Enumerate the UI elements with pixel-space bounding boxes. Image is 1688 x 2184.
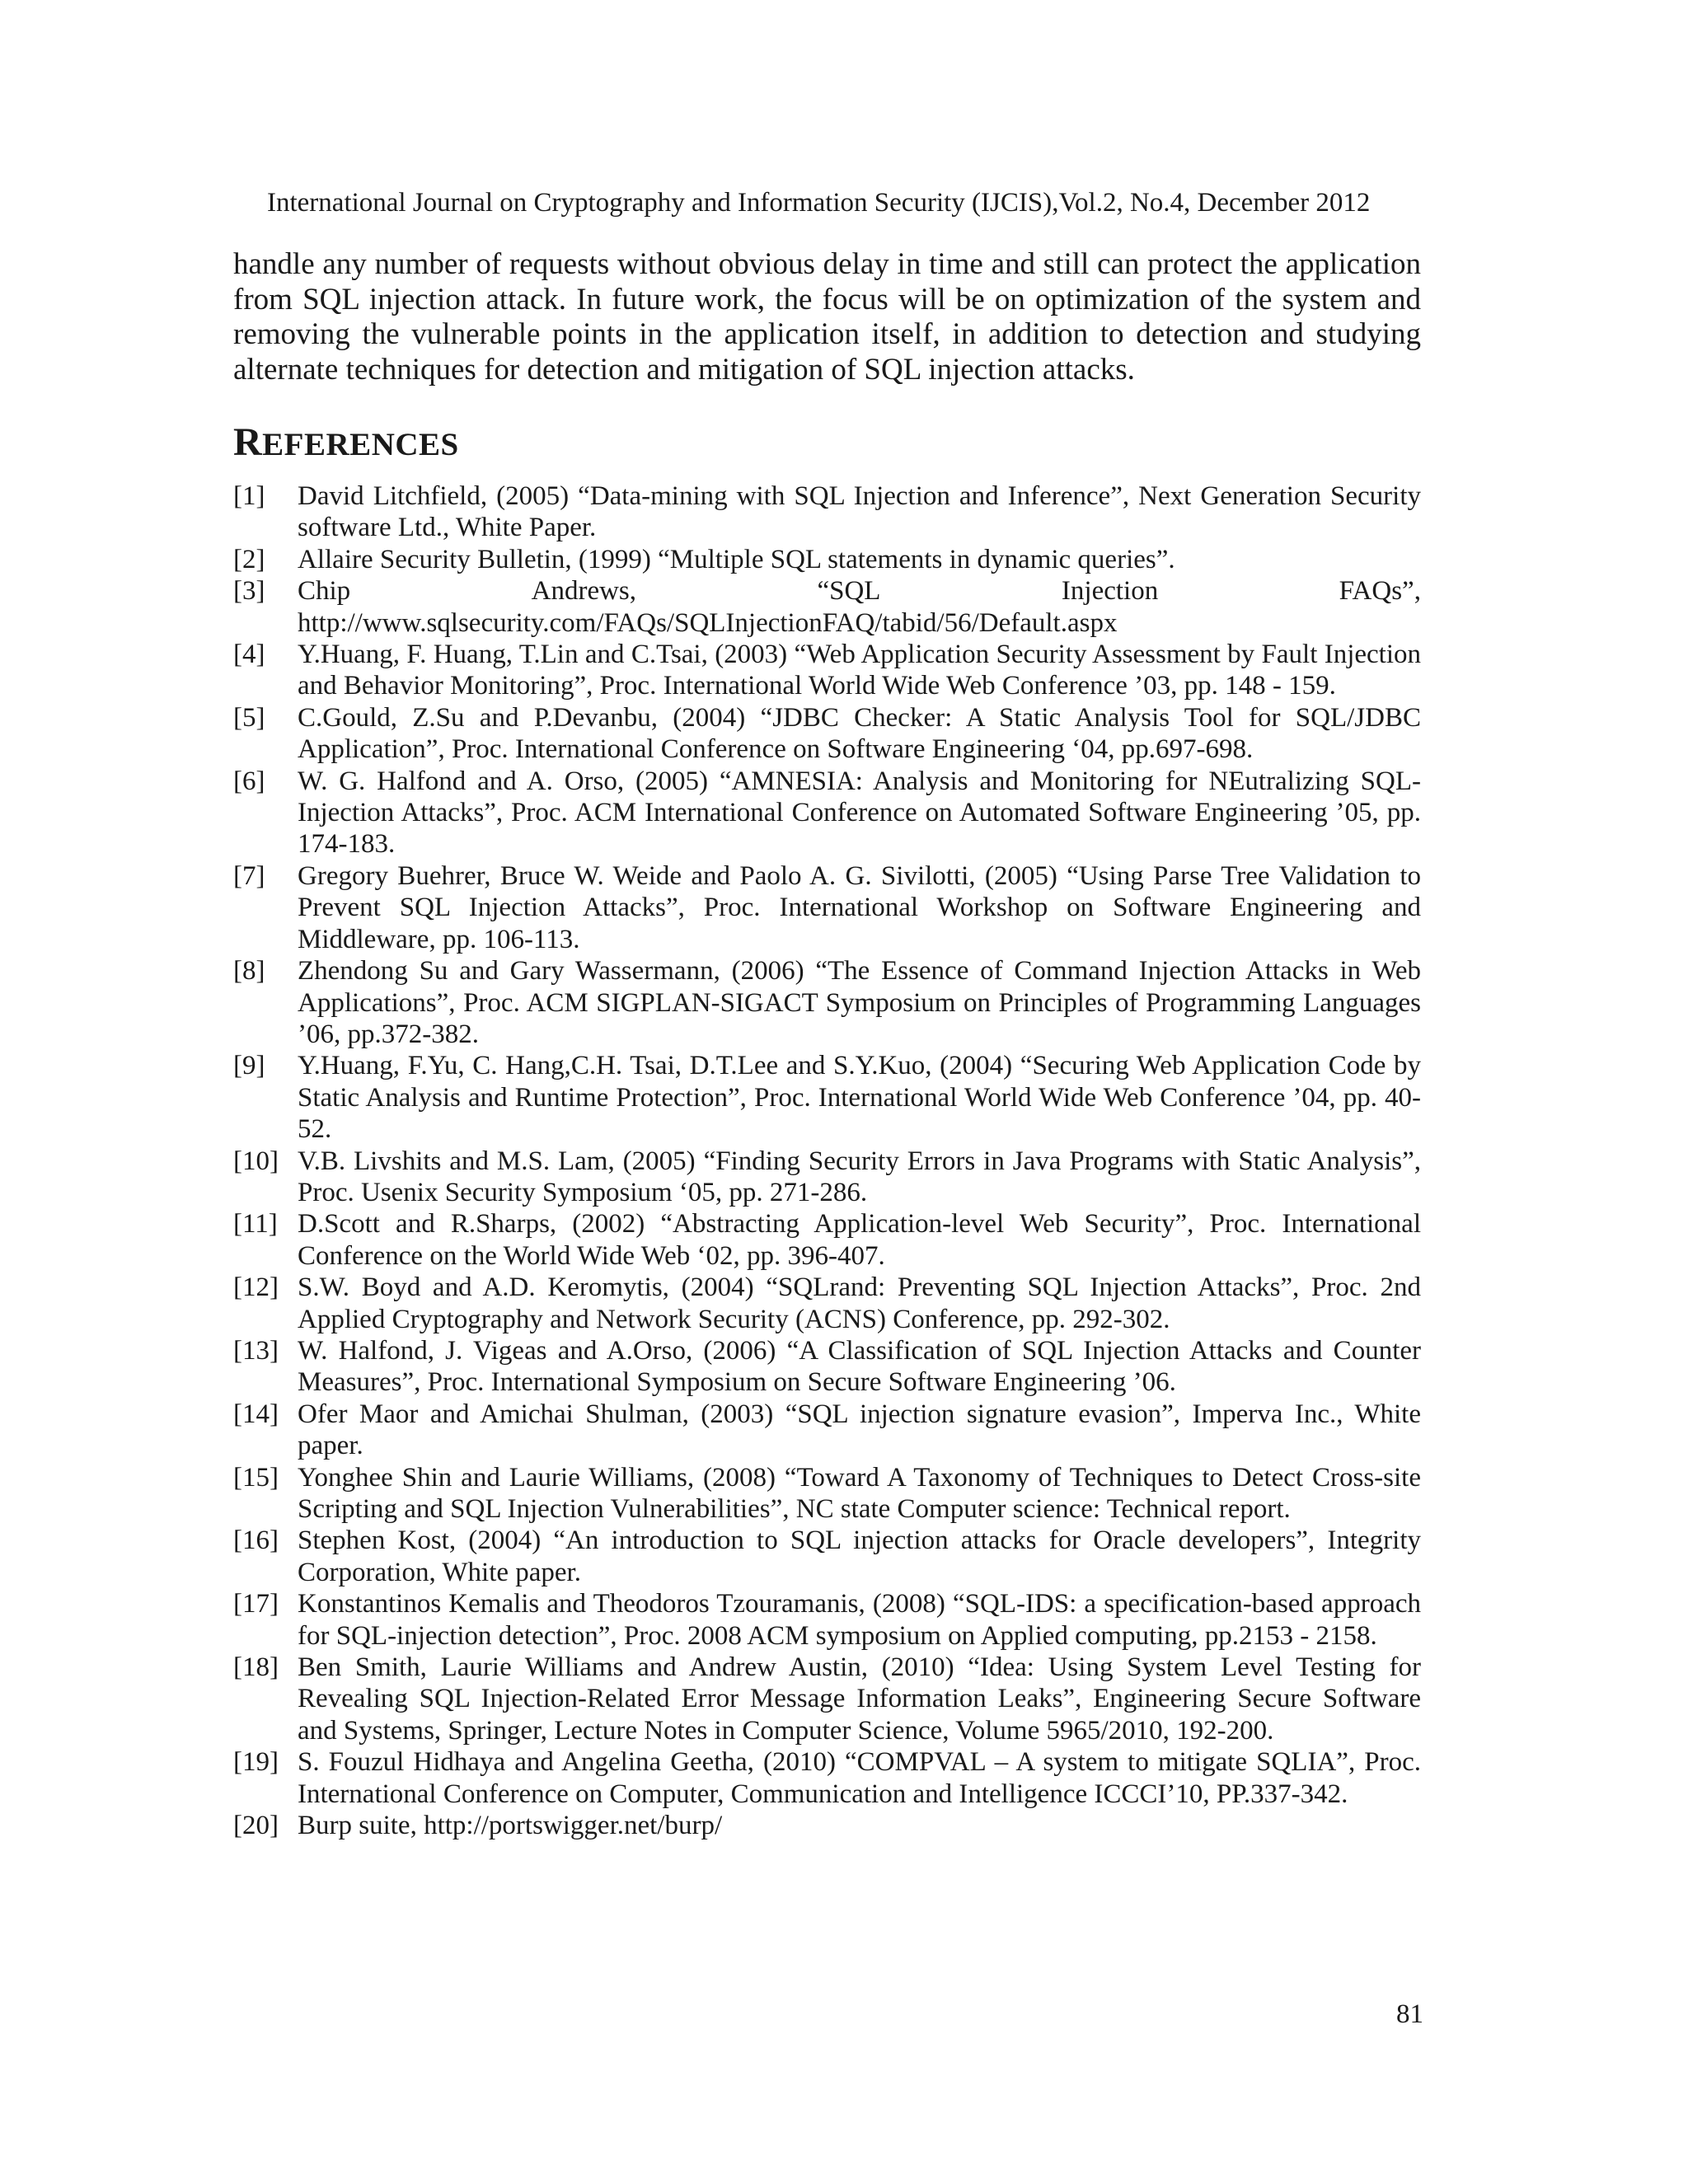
reference-item	[233, 1399, 1421, 1462]
reference-number: [12]	[233, 1272, 279, 1303]
reference-item	[233, 1588, 1421, 1652]
reference-item	[233, 702, 1421, 766]
reference-text: Konstantinos Kemalis and Theodoros Tzouramanis, (2008) “SQL-IDS: a specification-based approach for SQL-injection detection”, Proc. 2008 ACM symposium on Applied computing, pp.2153 - 2158.	[298, 1589, 1421, 1651]
reference-word: Chip	[298, 576, 351, 607]
reference-text: W. G. Halfond and A. Orso, (2005) “AMNESIA: Analysis and Monitoring for NEutralizing SQL-Injection Attacks”, Proc. ACM International Conference on Automated Software Engineering ’05, pp. 174-183.	[298, 766, 1421, 860]
reference-item	[233, 1462, 1421, 1526]
reference-url: http://www.sqlsecurity.com/FAQs/SQLInjectionFAQ/tabid/56/Default.aspx	[298, 607, 1118, 638]
reference-text: D.Scott and R.Sharps, (2002) “Abstracting Application-level Web Security”, Proc. International Conference on the World Wide Web ‘02, pp. 396-407.	[298, 1209, 1421, 1271]
reference-number: [5]	[233, 702, 265, 733]
reference-text: Ofer Maor and Amichai Shulman, (2003) “SQL injection signature evasion”, Imperva Inc., White paper.	[298, 1399, 1421, 1461]
reference-number: [6]	[233, 766, 265, 796]
reference-number: [17]	[233, 1589, 279, 1619]
reference-number: [7]	[233, 860, 265, 891]
reference-text: Ben Smith, Laurie Williams and Andrew Austin, (2010) “Idea: Using System Level Testing for Revealing SQL Injection-Related Error Message Information Leaks”, Engineering Secure Software and Systems, Springer, Lecture Notes in Computer Science, Volume 5965/2010, 192-200.	[298, 1652, 1421, 1746]
reference-number: [4]	[233, 640, 265, 670]
reference-number: [1]	[233, 481, 265, 511]
reference-number: [14]	[233, 1399, 279, 1429]
reference-item	[233, 1050, 1421, 1145]
intro-paragraph: handle any number of requests without obvious delay in time and still can protect the application from SQL injection attack. In future work, the focus will be on optimization of the system and removing the vulnerable points in the application itself, in addition to detection and studying alternate techniques for detection and mitigation of SQL injection attacks.	[233, 247, 1421, 387]
reference-item	[233, 480, 1421, 544]
reference-text: Burp suite, http://portswigger.net/burp/	[298, 1811, 723, 1841]
reference-text: Y.Huang, F. Huang, T.Lin and C.Tsai, (2003) “Web Application Security Assessment by Fault Injection and Behavior Monitoring”, Proc. International World Wide Web Conference ’03, pp. 148 - 159.	[298, 640, 1421, 701]
reference-item	[233, 766, 1421, 860]
reference-word: FAQs”,	[1339, 576, 1421, 607]
reference-text: C.Gould, Z.Su and P.Devanbu, (2004) “JDBC Checker: A Static Analysis Tool for SQL/JDBC Application”, Proc. International Conference on Software Engineering ‘04, pp.697-698.	[298, 702, 1421, 765]
reference-text: Gregory Buehrer, Bruce W. Weide and Paolo A. G. Sivilotti, (2005) “Using Parse Tree Validation to Prevent SQL Injection Attacks”, Proc. International Workshop on Software Engineering and Middleware, pp. 106-113.	[298, 860, 1421, 954]
reference-item	[233, 544, 1421, 575]
references-heading-initial: R	[233, 420, 263, 464]
reference-item	[233, 1208, 1421, 1272]
reference-spread-line	[298, 575, 1421, 607]
reference-item	[233, 1335, 1421, 1399]
reference-number: [20]	[233, 1811, 279, 1841]
reference-list	[233, 480, 1421, 1841]
reference-item	[233, 1525, 1421, 1588]
reference-number: [10]	[233, 1146, 279, 1176]
reference-text: David Litchfield, (2005) “Data-mining with SQL Injection and Inference”, Next Generation Security software Ltd., White Paper.	[298, 481, 1421, 543]
reference-text: Allaire Security Bulletin, (1999) “Multiple SQL statements in dynamic queries”.	[298, 544, 1175, 574]
reference-item	[233, 1746, 1421, 1810]
reference-number: [3]	[233, 576, 265, 607]
reference-number: [11]	[233, 1209, 278, 1240]
reference-text	[298, 575, 1421, 639]
reference-word: “SQL	[817, 576, 881, 607]
references-heading	[233, 422, 459, 466]
reference-text: S. Fouzul Hidhaya and Angelina Geetha, (2010) “COMPVAL – A system to mitigate SQLIA”, Proc. International Conference on Computer, Communication and Intelligence ICCCI’10, PP.337-342.	[298, 1747, 1421, 1809]
reference-item	[233, 1272, 1421, 1335]
references-heading-rest: EFERENCES	[262, 427, 459, 462]
reference-text: Yonghee Shin and Laurie Williams, (2008) “Toward A Taxonomy of Techniques to Detect Cross-site Scripting and SQL Injection Vulnerabilities”, NC state Computer science: Technical report.	[298, 1462, 1421, 1524]
reference-word: Injection	[1061, 576, 1159, 607]
reference-item	[233, 955, 1421, 1050]
reference-item	[233, 1652, 1421, 1746]
reference-item	[233, 639, 1421, 702]
reference-text: V.B. Livshits and M.S. Lam, (2005) “Finding Security Errors in Java Programs with Static Analysis”, Proc. Usenix Security Symposium ‘05, pp. 271-286.	[298, 1146, 1421, 1207]
reference-item	[233, 1146, 1421, 1209]
reference-text: S.W. Boyd and A.D. Keromytis, (2004) “SQLrand: Preventing SQL Injection Attacks”, Proc. 2nd Applied Cryptography and Network Security (ACNS) Conference, pp. 292-302.	[298, 1272, 1421, 1334]
reference-text: W. Halfond, J. Vigeas and A.Orso, (2006) “A Classification of SQL Injection Attacks and Counter Measures”, Proc. International Symposium on Secure Software Engineering ’06.	[298, 1335, 1421, 1398]
reference-number: [9]	[233, 1051, 265, 1081]
running-header: International Journal on Cryptography and Information Security (IJCIS),Vol.2, No.4, December 2012	[267, 188, 1371, 218]
reference-text: Stephen Kost, (2004) “An introduction to SQL injection attacks for Oracle developers”, Integrity Corporation, White paper.	[298, 1526, 1421, 1587]
reference-number: [18]	[233, 1652, 279, 1683]
reference-word: Andrews,	[531, 576, 637, 607]
reference-number: [2]	[233, 544, 265, 574]
reference-number: [13]	[233, 1335, 279, 1366]
reference-item	[233, 860, 1421, 955]
reference-number: [15]	[233, 1462, 279, 1493]
reference-text: Zhendong Su and Gary Wassermann, (2006) “The Essence of Command Injection Attacks in Web Applications”, Proc. ACM SIGPLAN-SIGACT Symposium on Principles of Programming Languages ’06, pp.372-382.	[298, 956, 1421, 1049]
reference-number: [8]	[233, 956, 265, 987]
reference-item	[233, 1810, 1421, 1841]
reference-text: Y.Huang, F.Yu, C. Hang,C.H. Tsai, D.T.Lee and S.Y.Kuo, (2004) “Securing Web Application Code by Static Analysis and Runtime Protection”, Proc. International World Wide Web Conference ’04, pp. 40-52.	[298, 1051, 1421, 1145]
reference-number: [19]	[233, 1747, 279, 1778]
page-number: 81	[1396, 1999, 1423, 2029]
reference-item	[233, 575, 1421, 639]
reference-number: [16]	[233, 1526, 279, 1556]
